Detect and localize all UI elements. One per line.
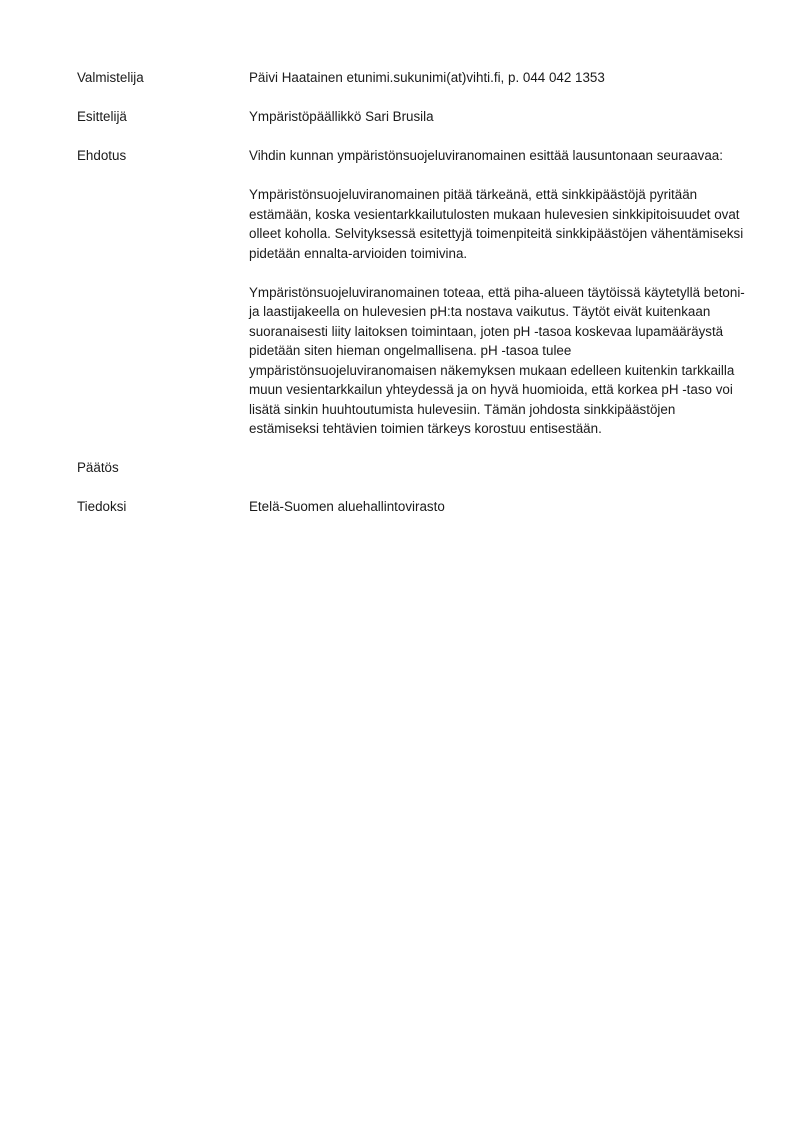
row-tiedoksi (77, 497, 747, 517)
label-esittelija: Esittelijä (77, 109, 127, 124)
value-paatos (249, 458, 747, 478)
value-valmistelija: Päivi Haatainen etunimi.sukunimi(at)vihti.fi, p. 044 042 1353 (249, 70, 605, 85)
ehdotus-paragraph-ph: Ympäristönsuojeluviranomainen toteaa, että piha-alueen täytöissä käytetyllä betoni- ja laastijakeella on hulevesien pH:ta nostava vaikutus. Täytöt eivät kuitenkaan suoranaisesti liity laitoksen toimintaan, joten pH -tasoa koskevaa lupamääräystä pidetään siten hieman ongelmallisena. pH -tasoa tulee ympäristönsuojeluviranomaisen näkemyksen mukaan edelleen kuitenkin tarkkailla muun vesientarkkailun yhteydessä ja on hyvä huomioida, että korkea pH -taso voi lisätä sinkin huuhtoutumista hulevesiin. Tämän johdosta sinkkipäästöjen estämiseksi tehtävien toimien tärkeys korostuu entisestään. (249, 284, 745, 436)
ehdotus-paragraph-intro: Vihdin kunnan ympäristönsuojeluviranomainen esittää lausuntonaan seuraavaa: (249, 148, 723, 163)
row-valmistelija (77, 68, 747, 88)
row-esittelija (77, 107, 747, 127)
row-paatos (77, 458, 747, 478)
value-tiedoksi: Etelä-Suomen aluehallintovirasto (249, 499, 445, 514)
value-ehdotus (249, 146, 747, 439)
label-ehdotus: Ehdotus (77, 148, 127, 163)
label-valmistelija: Valmistelija (77, 70, 144, 85)
ehdotus-paragraph-zinc: Ympäristönsuojeluviranomainen pitää tärkeänä, että sinkkipäästöjä pyritään estämään, koska vesientarkkailutulosten mukaan hulevesien sinkkipitoisuudet ovat olleet koholla. Selvityksessä esitettyjä toimenpiteitä sinkkipäästöjen vähentämiseksi pidetään ennalta-arvioiden toimivina. (249, 187, 744, 261)
value-esittelija: Ympäristöpäällikkö Sari Brusila (249, 109, 434, 124)
label-tiedoksi: Tiedoksi (77, 499, 127, 514)
label-paatos: Päätös (77, 460, 119, 475)
document-page (77, 68, 747, 536)
row-ehdotus (77, 146, 747, 439)
